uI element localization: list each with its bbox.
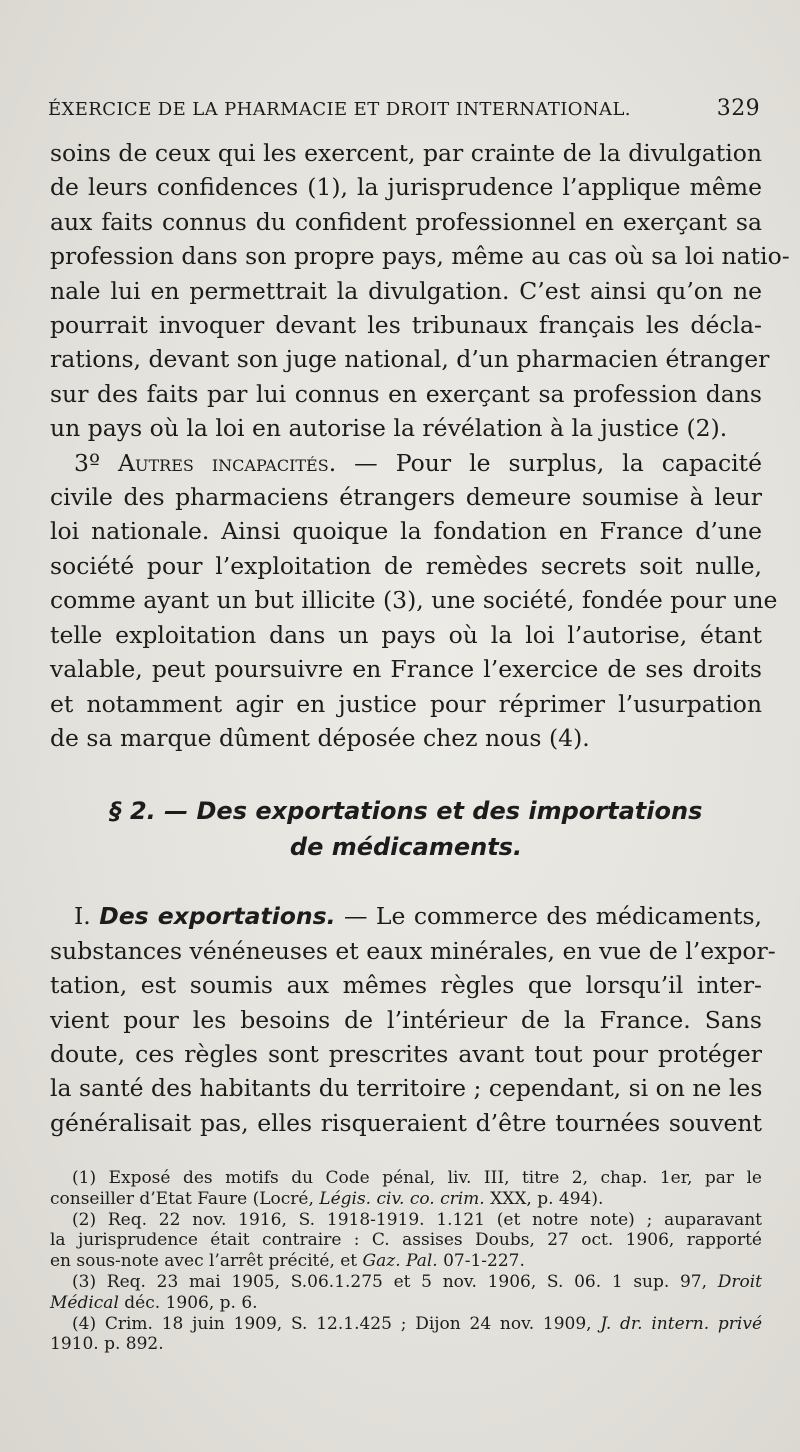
footnote-italic: Gaz. Pal. <box>362 1251 438 1272</box>
text-line <box>50 899 762 933</box>
page-number: 329 <box>716 96 760 121</box>
em-dash: — <box>335 902 376 931</box>
text-line: telle exploitation dans un pays où la loi l’autorise, étant <box>50 620 762 649</box>
text-line: doute, ces règles sont prescrites avant tout pour protéger <box>50 1039 762 1068</box>
text-line: tation, est soumis aux mêmes règles que lorsqu’il inter- <box>50 971 762 1000</box>
footnote-line: 1910. p. 892. <box>50 1334 164 1355</box>
text-line: sur des faits par lui connus en exerçant sa profession dans <box>50 379 762 408</box>
text-line: substances vénéneuses et eaux minérales, en vue de l’expor- <box>50 936 776 965</box>
text-line: rations, devant son juge national, d’un pharmacien étranger <box>50 345 770 374</box>
em-dash: — <box>336 448 396 477</box>
paragraph-other-incapacities <box>50 446 778 756</box>
text-line: profession dans son propre pays, même au cas où sa loi natio- <box>50 242 790 271</box>
heading-continuation: Pour le surplus, la capacité <box>395 448 762 477</box>
footnote-text: (3) Req. 23 mai 1905, S.06.1.275 et 5 nov. 1906, S. 06. 1 sup. 97, <box>72 1271 718 1292</box>
footnote-line <box>50 1251 762 1272</box>
section-heading-line: de médicaments. <box>289 833 523 862</box>
footnote-line: la jurisprudence était contraire : C. assises Doubs, 27 oct. 1906, rapporté <box>50 1230 762 1251</box>
footnote-text: déc. 1906, p. 6. <box>118 1292 258 1313</box>
footnote-4 <box>50 1314 762 1356</box>
footnote-text: conseiller d’Etat Faure (Locré, <box>50 1188 320 1209</box>
footnote-line: (1) Exposé des motifs du Code pénal, liv. III, titre 2, chap. 1er, par le <box>72 1168 762 1188</box>
paragraph-confidentiality <box>50 136 790 446</box>
text-line: généralisait pas, elles risqueraient d’être tournées souvent <box>50 1108 762 1137</box>
text-line: de sa marque dûment déposée chez nous (4). <box>50 723 590 752</box>
text-line: civile des pharmaciens étrangers demeure soumise à leur <box>50 483 762 512</box>
footnote-line <box>50 1293 762 1314</box>
paragraph-exportations <box>50 899 776 1140</box>
text-line <box>50 446 762 480</box>
section-heading <box>50 793 762 865</box>
paragraph-number: 3º <box>74 448 101 477</box>
text-line: nale lui en permettrait la divulgation. C’est ainsi qu’on ne <box>50 276 762 305</box>
text-line: de leurs confidences (1), la jurisprudence l’applique même <box>50 173 762 202</box>
paragraph-heading: Des exportations. <box>99 902 336 931</box>
text-line: et notamment agir en justice pour réprimer l’usurpation <box>50 689 762 718</box>
text-line: loi nationale. Ainsi quoique la fondation en France d’une <box>50 517 762 546</box>
heading-continuation: Le commerce des médicaments, <box>375 902 762 931</box>
footnote-italic: Droit <box>717 1271 762 1292</box>
footnote-italic: Légis. civ. co. crim. <box>319 1188 485 1209</box>
paragraph-number: I. <box>74 902 91 931</box>
main-text <box>50 136 790 1140</box>
footnote-text: (4) Crim. 18 juin 1909, S. 12.1.425 ; Dijon 24 nov. 1909, <box>72 1313 601 1334</box>
footnote-3 <box>50 1272 762 1314</box>
text-line: pourrait invoquer devant les tribunaux français les décla- <box>50 311 762 340</box>
text-line: valable, peut poursuivre en France l’exercice de ses droits <box>50 655 762 684</box>
footnote-line: (2) Req. 22 nov. 1916, S. 1918-1919. 1.121 (et notre note) ; auparavant <box>72 1209 762 1230</box>
footnote-italic: Médical <box>50 1292 119 1313</box>
section-heading-line: § 2. — Des exportations et des importations <box>109 797 703 826</box>
footnote-line <box>50 1272 762 1293</box>
footnote-italic: J. dr. intern. privé <box>600 1313 763 1334</box>
text-line: la santé des habitants du territoire ; cependant, si on ne les <box>50 1074 763 1103</box>
running-header <box>48 96 760 121</box>
footnote-text: en sous-note avec l’arrêt précité, et <box>50 1251 363 1272</box>
footnote-text: XXX, p. 494). <box>484 1188 604 1209</box>
footnote-1 <box>50 1168 762 1210</box>
footnote-line <box>50 1189 762 1210</box>
text-line: aux faits connus du confident professionnel en exerçant sa <box>50 207 762 236</box>
text-line: vient pour les besoins de l’intérieur de la France. Sans <box>50 1005 762 1034</box>
running-title: ÉXERCICE DE LA PHARMACIE ET DROIT INTERNATIONAL. <box>48 99 631 120</box>
text-line: comme ayant un but illicite (3), une société, fondée pour une <box>50 586 778 615</box>
footnote-text: 07-1-227. <box>437 1251 525 1272</box>
paragraph-heading: Autres incapacités. <box>118 448 337 477</box>
text-line: société pour l’exploitation de remèdes secrets soit nulle, <box>50 551 762 580</box>
footnotes <box>50 1168 762 1355</box>
footnote-2 <box>50 1210 762 1272</box>
text-line: un pays où la loi en autorise la révélation à la justice (2). <box>50 414 728 443</box>
footnote-line <box>50 1314 762 1335</box>
text-line: soins de ceux qui les exercent, par crainte de la divulgation <box>50 139 762 167</box>
